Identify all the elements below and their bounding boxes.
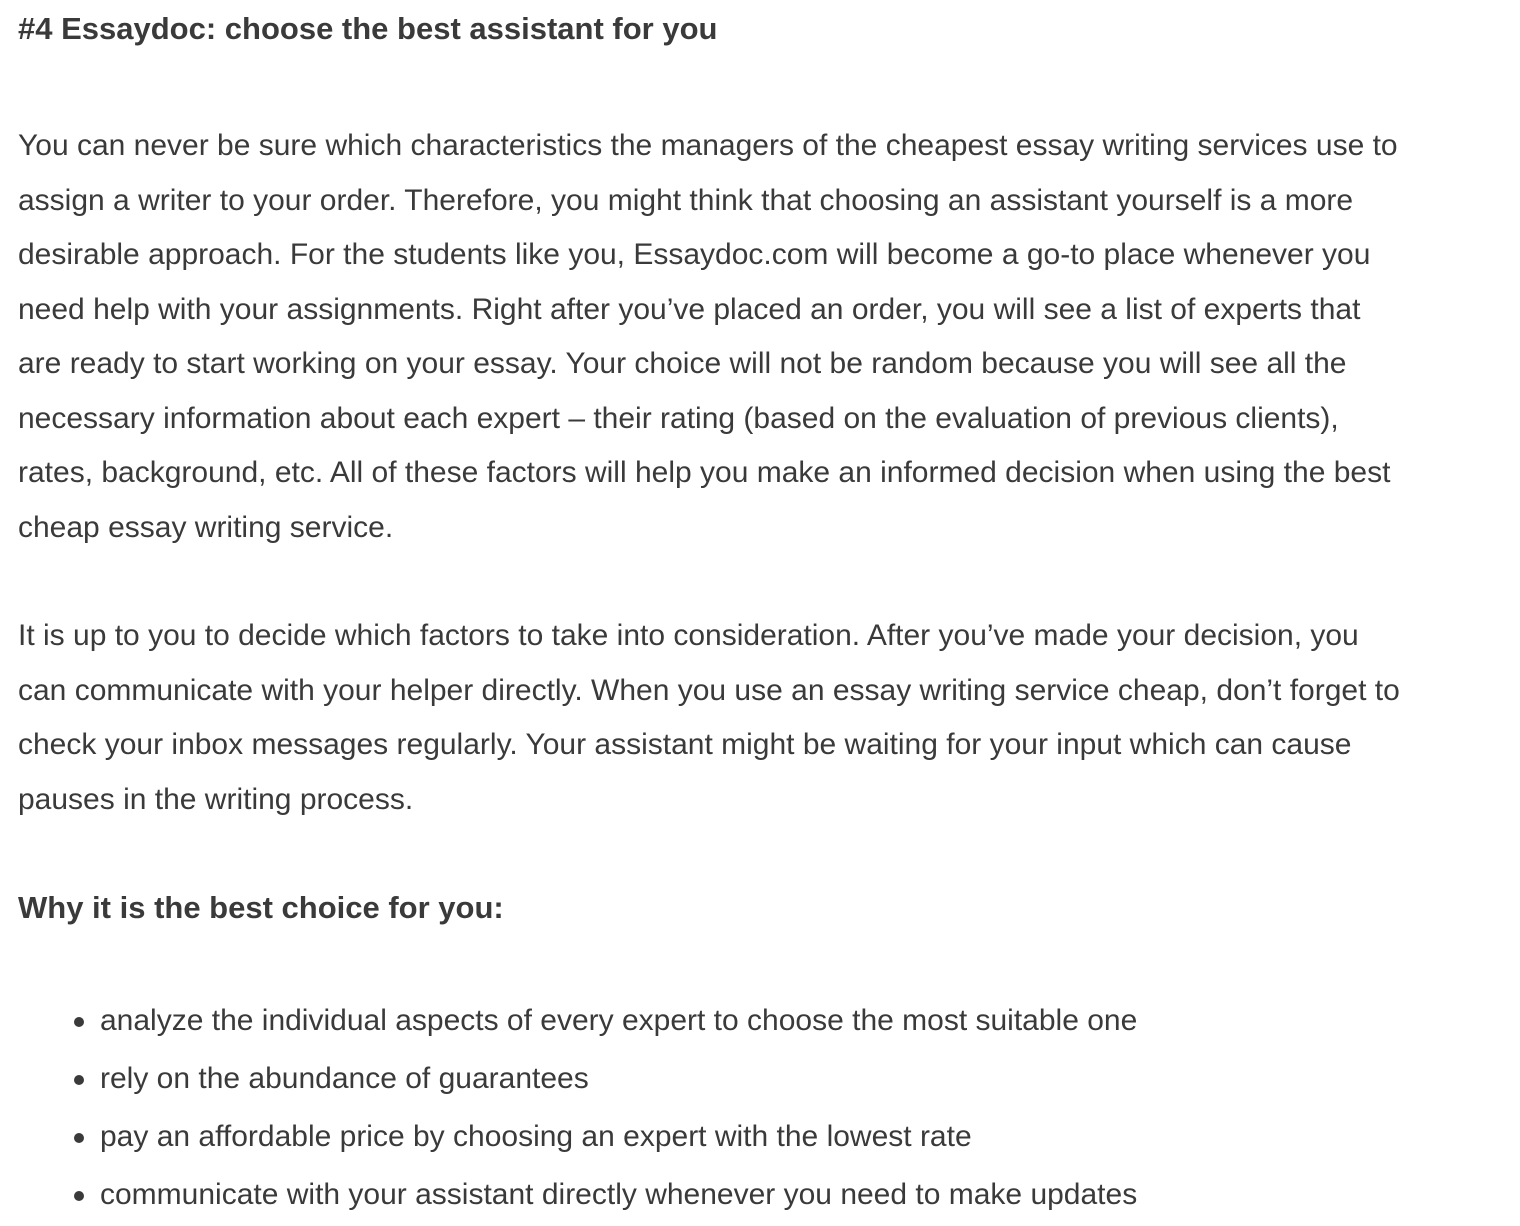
paragraph-essaydoc-intro bbox=[18, 119, 1502, 555]
bullet-icon bbox=[74, 1191, 84, 1201]
paragraph-line: need help with your assignments. Right after you’ve placed an order, you will see a list of experts that bbox=[18, 292, 1361, 326]
paragraph-line: check your inbox messages regularly. Your assistant might be waiting for your input which can cause bbox=[18, 728, 1352, 761]
paragraph-line: can communicate with your helper directly. When you use an essay writing service cheap, don’t forget to bbox=[18, 673, 1400, 707]
list-item bbox=[18, 1108, 1502, 1166]
bullet-icon bbox=[74, 1133, 84, 1143]
paragraph-line: rates, background, etc. All of these factors will help you make an informed decision when using the best bbox=[18, 456, 1391, 489]
paragraph-line: You can never be sure which characteristics the managers of the cheapest essay writing services use to bbox=[18, 129, 1398, 162]
list-item-text: pay an affordable price by choosing an expert with the lowest rate bbox=[100, 1120, 972, 1153]
article-heading: #4 Essaydoc: choose the best assistant for you bbox=[18, 11, 718, 46]
list-item bbox=[18, 992, 1502, 1050]
list-item-text: communicate with your assistant directly whenever you need to make updates bbox=[100, 1178, 1138, 1211]
bullet-icon bbox=[74, 1075, 84, 1085]
bullet-icon bbox=[74, 1017, 84, 1027]
list-item-text: rely on the abundance of guarantees bbox=[100, 1062, 589, 1095]
paragraph-line: necessary information about each expert – their rating (based on the evaluation of previous clients), bbox=[18, 401, 1339, 435]
paragraph-line: It is up to you to decide which factors to take into consideration. After you’ve made your decision, you bbox=[18, 619, 1359, 652]
paragraph-communication bbox=[18, 609, 1502, 827]
paragraph-line: assign a writer to your order. Therefore, you might think that choosing an assistant yourself is a more bbox=[18, 183, 1354, 217]
list-item bbox=[18, 1050, 1502, 1108]
benefits-subheading: Why it is the best choice for you: bbox=[18, 890, 504, 925]
list-item-text: analyze the individual aspects of every expert to choose the most suitable one bbox=[100, 1004, 1138, 1037]
paragraph-line: desirable approach. For the students like you, Essaydoc.com will become a go-to place whenever you bbox=[18, 238, 1371, 271]
benefits-list bbox=[18, 992, 1502, 1224]
list-item bbox=[18, 1166, 1502, 1224]
paragraph-line: cheap essay writing service. bbox=[18, 510, 394, 544]
paragraph-line: pauses in the writing process. bbox=[18, 782, 414, 816]
paragraph-line: are ready to start working on your essay. Your choice will not be random because you will see all the bbox=[18, 347, 1347, 380]
